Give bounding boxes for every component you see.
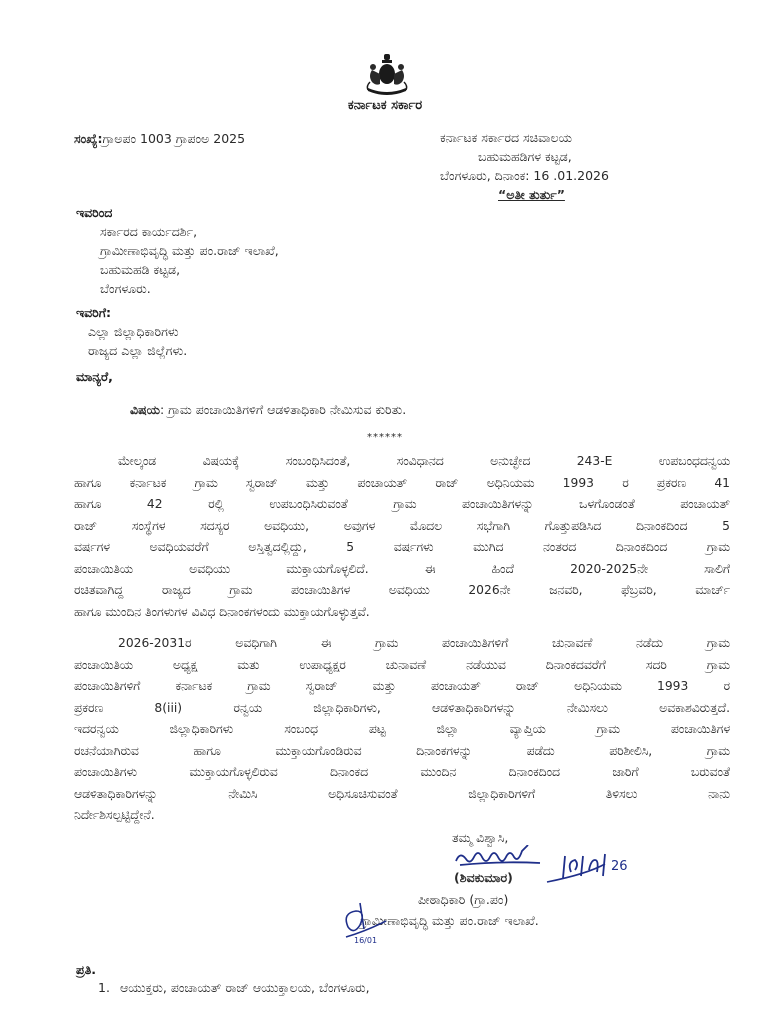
signatory-department: ಗ್ರಾಮೀಣಾಭಿವೃದ್ಧಿ ಮತ್ತು ಪಂ.ರಾಜ್ ಇಲಾಖೆ. xyxy=(360,913,539,928)
paragraph-line: ಪಂಚಾಯಿತಿಗಳು ಮುಕ್ತಾಯಗೊಳ್ಳಲಿರುವ ದಿನಾಂಕದ ಮುಂದಿನ ದಿನಾಂಕದಿಂದ ಜಾರಿಗೆ ಬರುವಂತೆ xyxy=(74,765,730,779)
paragraph-line: 2026-2031ರ ಅವಧಿಗಾಗಿ ಈ ಗ್ರಾಮ ಪಂಚಾಯಿತಿಗಳಿಗೆ ಚುನಾವಣೆ ನಡೆದು ಗ್ರಾಮ xyxy=(118,636,730,650)
office-address xyxy=(440,128,740,204)
paragraph-line: ರಾಜ್ ಸಂಸ್ಥೆಗಳ ಸದಸ್ಯರ ಅವಧಿಯು, ಅವುಗಳ ಮೊದಲ ಸಭೆಗಾಗಿ ಗೊತ್ತುಪಡಿಸಿದ ದಿನಾಂಕದಿಂದ 5 xyxy=(74,518,730,533)
paragraph-line: ಹಾಗೂ ಕರ್ನಾಟಕ ಗ್ರಾಮ ಸ್ವರಾಜ್ ಮತ್ತು ಪಂಚಾಯತ್ ರಾಜ್ ಅಧಿನಿಯಮ 1993 ರ ಪ್ರಕರಣ 41 xyxy=(74,475,730,490)
handwritten-date-text: 26 xyxy=(611,859,628,874)
paragraph-line: ಹಾಗೂ 42 ರಲ್ಲಿ ಉಪಬಂಧಿಸಿರುವಂತೆ ಗ್ರಾಮ ಪಂಚಾಯಿತಿಗಳನ್ನು ಒಳಗೊಂಡಂತೆ ಪಂಚಾಯತ್ xyxy=(74,497,730,511)
government-title: ಕರ್ನಾಟಕ ಸರ್ಕಾರ xyxy=(347,98,423,113)
from-address xyxy=(100,222,279,298)
initial-signature-icon xyxy=(340,895,395,945)
paragraph-line: ಪಂಚಾಯಿತಿಗಳಿಗೆ ಕರ್ನಾಟಕ ಗ್ರಾಮ ಸ್ವರಾಜ್ ಮತ್ತು ಪಂಚಾಯತ್ ರಾಜ್ ಅಧಿನಿಯಮ 1993 ರ xyxy=(74,679,730,693)
to-label: ಇವರಿಗೆ: xyxy=(76,305,112,320)
body-paragraph-1 xyxy=(74,451,730,623)
paragraph-line: ಪಂಚಾಯಿತಿಯ ಅಧ್ಯಕ್ಷ ಮತು ಉಪಾಧ್ಯಕ್ಷರ ಚುನಾವಣೆ ನಡೆಯುವ ದಿನಾಂಕದವರೆಗೆ ಸದರಿ ಗ್ರಾಮ xyxy=(74,657,730,672)
paragraph-line: ರಚಿತವಾಗಿದ್ದ ರಾಜ್ಯದ ಗ್ರಾಮ ಪಂಚಾಯಿತಿಗಳ ಅವಧಿಯು 2026ನೇ ಜನವರಿ, ಫೆಬ್ರವರಿ, ಮಾರ್ಚ್ xyxy=(74,583,730,597)
copy-list-item xyxy=(98,980,370,996)
reference-number xyxy=(74,131,245,147)
paragraph-line: ಪಂಚಾಯಿತಿಯ ಅವಧಿಯು ಮುಕ್ತಾಯಗೊಳ್ಳಲಿದೆ. ಈ ಹಿಂದೆ 2020-2025ನೇ ಸಾಲಿಗೆ xyxy=(74,561,730,576)
from-line: ಬೆಂಗಳೂರು. xyxy=(100,281,151,296)
to-address xyxy=(88,322,187,360)
reference-label: ಸಂಖ್ಯೆ: xyxy=(74,131,103,146)
to-line: ರಾಜ್ಯದ ಎಲ್ಲಾ ಜಿಲ್ಲೆಗಳು. xyxy=(88,343,188,358)
salutation: ಮಾನ್ಯರೆ, xyxy=(76,369,113,384)
office-date-line: ಬೆಂಗಳೂರು, ದಿನಾಂಕ: 16 .01.2026 xyxy=(440,168,609,183)
paragraph-line: ನಿರ್ದೇಶಿಸಲ್ಪಟ್ಟಿದ್ದೇನೆ. xyxy=(74,808,155,822)
office-line-1: ಕರ್ನಾಟಕ ಸರ್ಕಾರದ ಸಚಿವಾಲಯ xyxy=(440,130,572,145)
signatory-name: (ಶಿವಕುಮಾರ) xyxy=(454,870,513,885)
handwritten-date-icon xyxy=(545,848,645,888)
separator: ****** xyxy=(367,432,403,443)
paragraph-line: ಹಾಗೂ ಮುಂದಿನ ತಿಂಗಳುಗಳ ವಿವಿಧ ದಿನಾಂಕಗಳಂದು ಮುಕ್ತಾಯಗೊಳ್ಳುತ್ತವೆ. xyxy=(74,604,370,619)
paragraph-line: ಆಡಳಿತಾಧಿಕಾರಿಗಳನ್ನು ನೇಮಿಸಿ ಅಧಿಸೂಚಿಸುವಂತೆ ಜಿಲ್ಲಾಧಿಕಾರಿಗಳಿಗೆ ತಿಳಿಸಲು ನಾನು xyxy=(74,786,730,801)
from-line: ಗ್ರಾಮೀಣಾಭಿವೃದ್ಧಿ ಮತ್ತು ಪಂ.ರಾಜ್ ಇಲಾಖೆ, xyxy=(100,243,279,258)
paragraph-line: ಪ್ರಕರಣ 8(iii) ರನ್ವಯ ಜಿಲ್ಲಾಧಿಕಾರಿಗಳು, ಆಡಳಿತಾಧಿಕಾರಿಗಳನ್ನು ನೇಮಿಸಲು ಅವಕಾಶವಿರುತ್ತದೆ. xyxy=(74,700,730,715)
urgency-label: “ಅತೀ ತುರ್ತು” xyxy=(498,187,565,202)
from-label: ಇವರಿಂದ xyxy=(76,205,113,220)
copy-label: ಪ್ರತಿ. xyxy=(76,962,96,977)
from-line: ಸರ್ಕಾರದ ಕಾರ್ಯದರ್ಶಿ, xyxy=(100,224,198,239)
office-line-2: ಬಹುಮಹಡಿಗಳ ಕಟ್ಟಡ, xyxy=(478,149,572,164)
from-line: ಬಹುಮಹಡಿ ಕಟ್ಟಡ, xyxy=(100,262,181,277)
subject-text: : ಗ್ರಾಮ ಪಂಚಾಯಿತಿಗಳಿಗೆ ಆಡಳಿತಾಧಿಕಾರಿ ನೇಮಿಸುವ ಕುರಿತು. xyxy=(159,402,407,417)
subject-label: ವಿಷಯ xyxy=(130,402,160,417)
reference-value: ಗ್ರಾಅಪಂ 1003 ಗ್ರಾಪಂಅ 2025 xyxy=(102,131,246,146)
paragraph-line: ಮೇಲ್ಕಂಡ ವಿಷಯಕ್ಕೆ ಸಂಬಂಧಿಸಿದಂತೆ, ಸಂವಿಧಾನದ ಅನುಚ್ಛೇದ 243-E ಉಪಬಂಧದನ್ವಯ xyxy=(118,454,730,468)
paragraph-line: ರಚನೆಯಾಗಿರುವ ಹಾಗೂ ಮುಕ್ತಾಯಗೊಂಡಿರುವ ದಿನಾಂಕಗಳನ್ನು ಪಡೆದು ಪರಿಶೀಲಿಸಿ, ಗ್ರಾಮ xyxy=(74,743,730,758)
paragraph-line: ವರ್ಷಗಳ ಅವಧಿಯವರೆಗೆ ಅಸ್ತಿತ್ವದಲ್ಲಿದ್ದು, 5 ವರ್ಷಗಳು ಮುಗಿದ ನಂತರದ ದಿನಾಂಕದಿಂದ ಗ್ರಾಮ xyxy=(74,540,730,554)
signatory-designation: ಪೀಠಾಧಿಕಾರಿ (ಗ್ರಾ.ಪಂ) xyxy=(418,892,509,907)
to-line: ಎಲ್ಲಾ ಜಿಲ್ಲಾಧಿಕಾರಿಗಳು xyxy=(88,324,179,339)
subject-line xyxy=(130,402,406,418)
signature-closing: ತಮ್ಮ ವಿಶ್ವಾಸಿ, xyxy=(452,830,509,845)
paragraph-line: ಇದರನ್ವಯ ಜಿಲ್ಲಾಧಿಕಾರಿಗಳು ಸಂಬಂಧ ಪಟ್ಟ ಜಿಲ್ಲಾ ವ್ಯಾಪ್ತಿಯ ಗ್ರಾಮ ಪಂಚಾಯಿತಿಗಳ xyxy=(74,722,730,736)
copy-item-text: ಆಯುಕ್ತರು, ಪಂಚಾಯತ್ ರಾಜ್ ಆಯುಕ್ತಾಲಯ, ಬೆಂಗಳೂರು, xyxy=(120,980,370,995)
copy-item-number: 1. xyxy=(98,980,110,995)
body-paragraph-2 xyxy=(74,633,730,827)
karnataka-emblem-icon xyxy=(362,52,412,98)
initial-date-text: 16/01 xyxy=(354,936,378,945)
